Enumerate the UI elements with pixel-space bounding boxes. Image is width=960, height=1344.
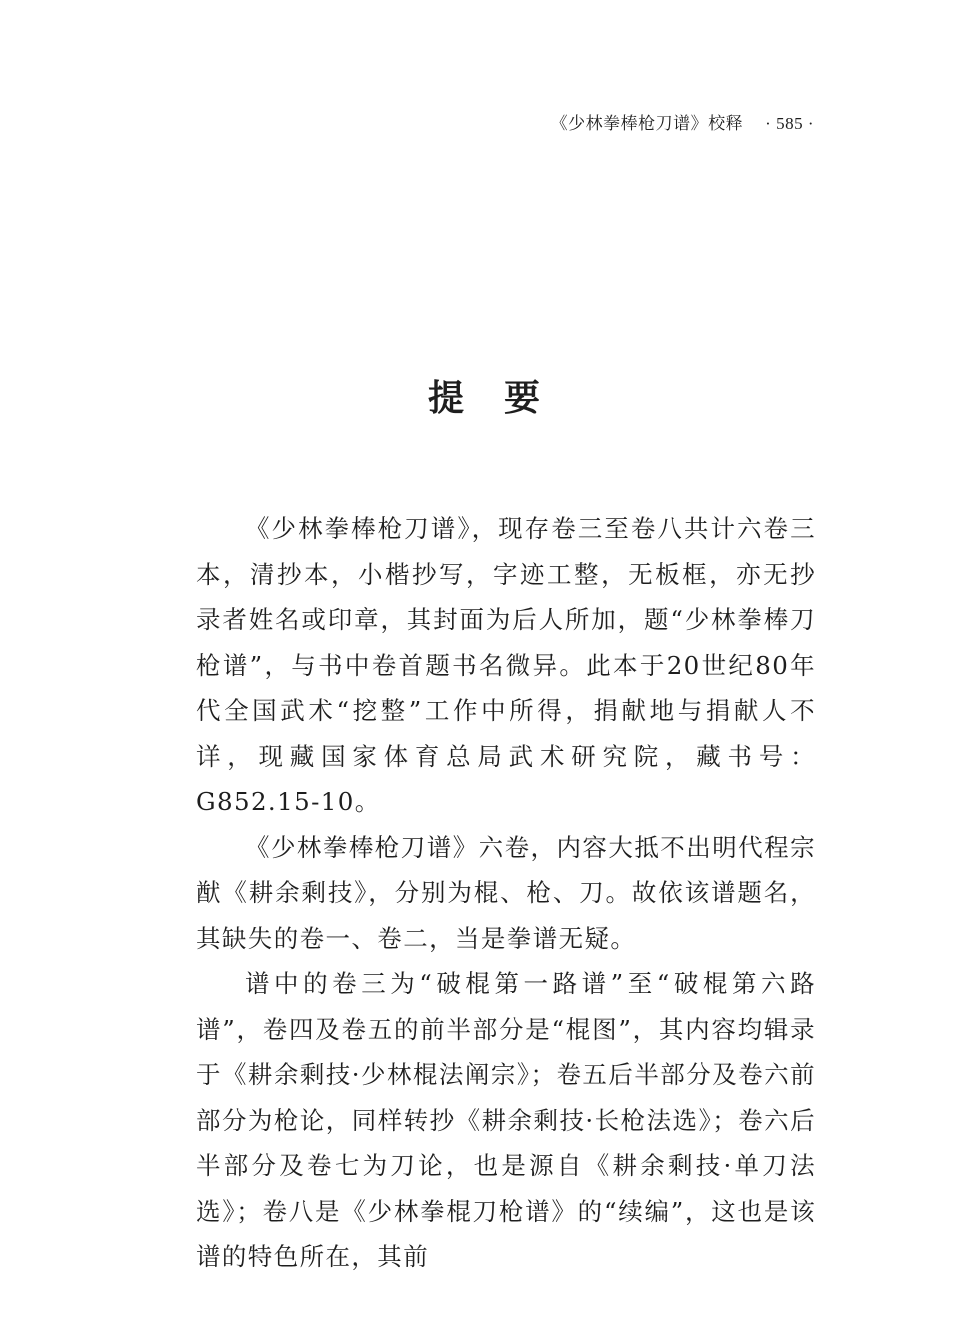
running-title: 《少林拳棒枪刀谱》校释 [550, 114, 744, 134]
paragraph-3: 谱中的卷三为“破棍第一路谱”至“破棍第六路谱”，卷四及卷五的前半部分是“棍图”，其内容均辑录于《耕余剩技·少林棍法阐宗》；卷五后半部分及卷六前部分为枪论，同样转抄《耕余剩技·长枪法选》；卷六后半部分及卷七为刀论，也是源自《耕余剩技·单刀法选》；卷八是《少林拳棍刀枪谱》的“续编”，这也是该谱的特色所在，其前 [196, 969, 816, 1271]
running-header [551, 113, 814, 135]
page-number: · 585 · [765, 114, 814, 133]
body-text [196, 506, 816, 1280]
paragraph-2: 《少林拳棒枪刀谱》六卷，内容大抵不出明代程宗猷《耕余剩技》，分别为棍、枪、刀。故依该谱题名，其缺失的卷一、卷二，当是拳谱无疑。 [196, 832, 816, 953]
paragraph-1: 《少林拳棒枪刀谱》，现存卷三至卷八共计六卷三本，清抄本，小楷抄写，字迹工整，无板框，亦无抄录者姓名或印章，其封面为后人所加，题“少林拳棒刀枪谱”，与书中卷首题书名微异。此本于20世纪80年代全国武术“挖整”工作中所得，捐献地与捐献人不详，现藏国家体育总局武术研究院，藏书号：G852.15-10。 [196, 514, 816, 816]
page-title: 提要 [427, 377, 580, 419]
